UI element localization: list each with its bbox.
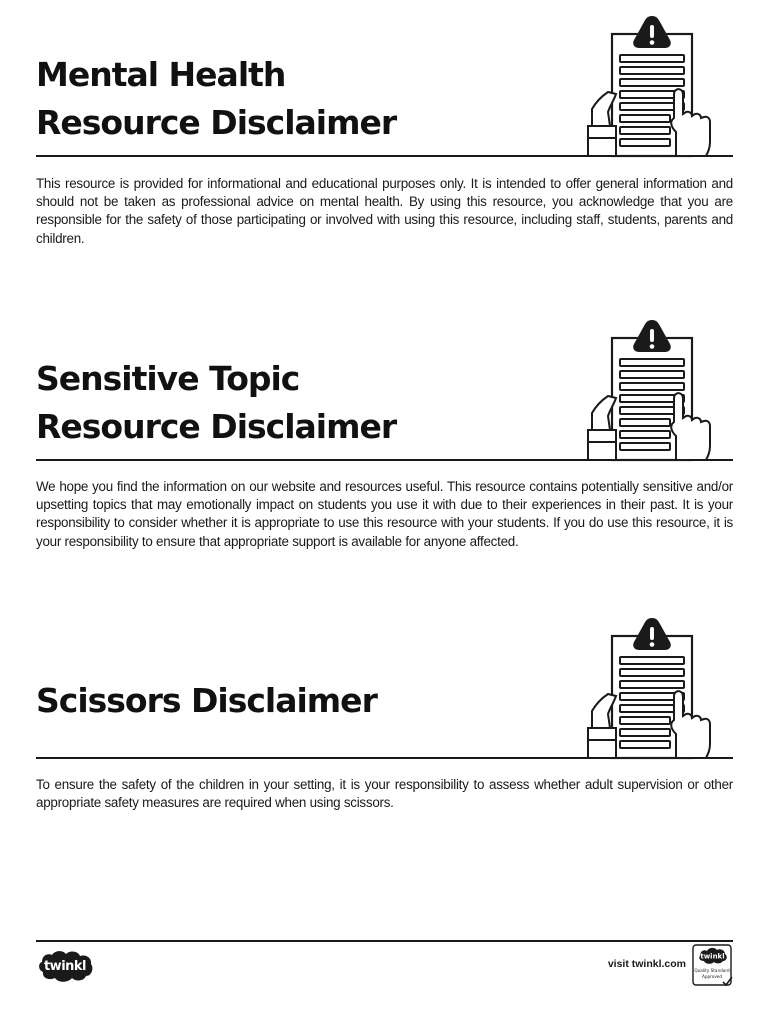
section-title-line1: Scissors Disclaimer (36, 681, 377, 720)
section-title-line2: Resource Disclaimer (36, 407, 397, 446)
section-divider (36, 155, 733, 157)
clipboard-warning-icon (586, 616, 716, 761)
footer-divider (36, 940, 733, 942)
section-title-line1: Sensitive Topic (36, 359, 300, 398)
badge-line1: Quality Standard (694, 968, 730, 973)
section-title-line2: Resource Disclaimer (36, 103, 397, 142)
section-title (36, 51, 396, 147)
section-body: To ensure the safety of the children in your setting, it is your responsibility to assess whether adult supervision or other appropriate safety measures are required when using scissors. (36, 777, 733, 811)
section-title (36, 355, 396, 451)
section-title (36, 677, 377, 725)
section-divider (36, 757, 733, 759)
section-body: This resource is provided for informational and educational purposes only. It is intended to offer general information and should not be taken as professional advice on mental health. By using this resource, you acknowledge that you are responsible for the safety of those participating or involved with using this resource, including staff, students, parents and children. (36, 176, 733, 246)
clipboard-warning-icon (586, 14, 716, 159)
quality-standard-badge (692, 944, 734, 988)
section-title-line1: Mental Health (36, 55, 286, 94)
clipboard-warning-icon (586, 318, 716, 463)
section-divider (36, 459, 733, 461)
visit-link[interactable]: visit twinkl.com (607, 958, 686, 970)
section-body: We hope you find the information on our website and resources useful. This resource contains potentially sensitive and/or upsetting topics that may emotionally impact on students you use it with due to their experiences in their past. It is your responsibility to consider whether it is appropriate to use this resource with your students. If you do use this resource, it is your responsibility to ensure that appropriate support is available for anyone affected. (36, 479, 733, 549)
badge-brand: twinkl (700, 952, 725, 961)
badge-line2: Approved (701, 974, 723, 979)
twinkl-logo[interactable] (36, 948, 94, 984)
logo-text: twinkl (43, 959, 87, 974)
